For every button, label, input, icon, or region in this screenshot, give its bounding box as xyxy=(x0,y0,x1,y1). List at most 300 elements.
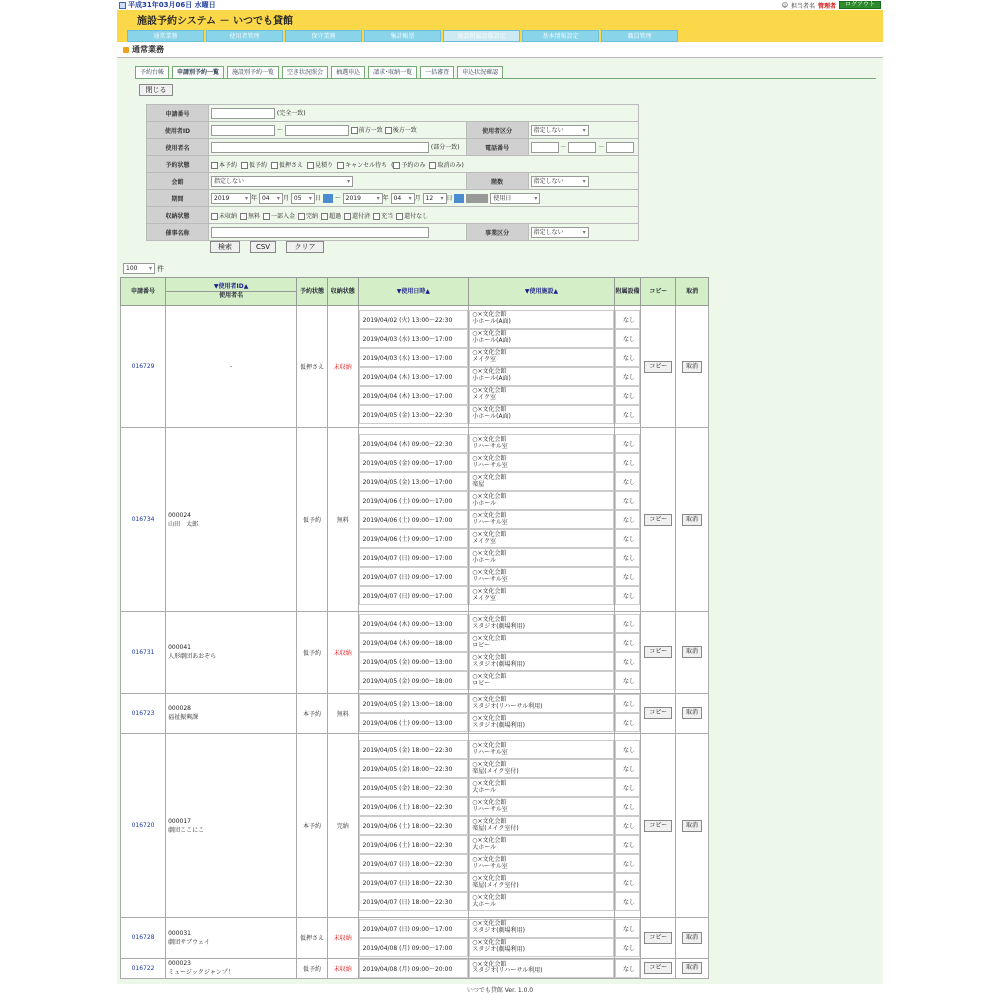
date-cell xyxy=(358,306,469,428)
date-item: 2019/04/08 (月) 09:00～17:00 xyxy=(359,938,469,957)
user-cell xyxy=(166,734,297,918)
csv-button[interactable]: CSV xyxy=(250,241,276,253)
facility-hall: ○×文化会館 xyxy=(472,349,507,357)
user-box xyxy=(782,1,881,10)
equipment-item: なし xyxy=(615,919,641,938)
per-page-unit: 件 xyxy=(157,264,164,273)
user-id: 000028 xyxy=(168,705,191,713)
copy-button[interactable]: コピー xyxy=(644,820,672,832)
facility-room: メイク室 xyxy=(472,356,496,364)
payment-option-label-7: 還付なし xyxy=(404,212,429,220)
equipment-item: なし xyxy=(615,548,641,567)
user-id-to-input[interactable] xyxy=(285,125,349,136)
date-item: 2019/04/04 (木) 09:00～13:00 xyxy=(359,614,469,633)
facility-item xyxy=(469,567,613,586)
facility-item xyxy=(469,759,613,778)
equipment-item: なし xyxy=(615,586,641,605)
receipt-link[interactable]: 016734 xyxy=(131,516,155,524)
table-row xyxy=(121,611,709,693)
date-item: 2019/04/07 (日) 09:00～17:00 xyxy=(359,548,469,567)
facility-room: 大ホール xyxy=(472,900,497,908)
cancel-button[interactable]: 取消 xyxy=(682,361,702,373)
nav-item-3[interactable]: 集計帳票 xyxy=(364,30,441,42)
payment-option-label-0: 未収納 xyxy=(219,212,238,220)
col-equipment: 附属設備 xyxy=(614,278,641,306)
facility-room: リハーサル室 xyxy=(472,862,508,870)
equipment-item: なし xyxy=(615,310,641,329)
facility-hall: ○×文化会館 xyxy=(472,798,507,806)
copy-cell xyxy=(641,917,676,958)
facility-item xyxy=(469,367,613,386)
payment-cell: 無料 xyxy=(327,693,358,734)
equipment-item: なし xyxy=(615,510,641,529)
cancel-button[interactable]: 取消 xyxy=(682,707,702,719)
facility-item xyxy=(469,329,613,348)
copy-button[interactable]: コピー xyxy=(644,932,672,944)
col-status: 予約状態 xyxy=(297,278,328,306)
facility-cell xyxy=(469,958,614,978)
date-item: 2019/04/05 (金) 13:00～17:00 xyxy=(359,472,469,491)
payment-checkbox-7[interactable] xyxy=(396,213,403,220)
equipment-item: なし xyxy=(615,633,641,652)
date-item: 2019/04/02 (火) 13:00～22:30 xyxy=(359,310,469,329)
user-name: 山田 太郎 xyxy=(168,520,199,528)
category-select[interactable]: 指定しない ▾ xyxy=(531,227,589,238)
facility-room: 小ホール(A面) xyxy=(472,337,511,345)
facility-item xyxy=(469,919,613,938)
date-cell xyxy=(358,611,469,693)
cancel-only-label: 取消のみ xyxy=(437,161,462,169)
copy-button[interactable]: コピー xyxy=(644,646,672,658)
calendar-picker-icon[interactable] xyxy=(323,194,333,203)
equipment-item: なし xyxy=(615,671,641,690)
footer: いつでも貸館 Ver. 1.0.0 xyxy=(466,987,534,994)
facility-item xyxy=(469,694,613,713)
payment-option-label-4: 超過 xyxy=(329,212,342,220)
status-cell: 仮押さえ xyxy=(297,306,328,428)
facility-cell xyxy=(469,428,614,612)
phone-2-input[interactable] xyxy=(568,142,596,153)
facility-room: 小ホール(A面) xyxy=(472,413,511,421)
nav-item-1[interactable]: 使用者管理 xyxy=(206,30,283,42)
equipment-item: なし xyxy=(615,652,641,671)
user-id: 000017 xyxy=(168,817,191,825)
facility-hall: ○×文化会館 xyxy=(472,549,507,557)
nav-item-4[interactable]: 施設附属設備設定 xyxy=(443,30,520,42)
equipment-item: なし xyxy=(615,713,641,732)
search-actions xyxy=(210,241,324,253)
equipment-item: なし xyxy=(615,614,641,633)
facility-hall: ○×文化会館 xyxy=(472,893,507,901)
receipt-link[interactable]: 016731 xyxy=(131,648,155,656)
equipment-item: なし xyxy=(615,873,641,892)
per-page-select[interactable]: 100 ▾ xyxy=(123,263,155,274)
equipment-item: なし xyxy=(615,835,641,854)
status-option-label-2: 仮押さえ xyxy=(279,161,304,169)
section-marker-icon xyxy=(123,47,129,53)
status-cell: 仮予約 xyxy=(297,428,328,612)
facility-hall: ○×文化会館 xyxy=(472,741,507,749)
logout-button[interactable]: ログアウト xyxy=(839,1,881,9)
date-shortcut-icon[interactable] xyxy=(466,194,488,203)
receipt-cell xyxy=(121,428,166,612)
facility-item xyxy=(469,816,613,835)
hall-label: 会館 xyxy=(147,173,209,190)
facility-room: 楽屋(メイク室付) xyxy=(472,881,519,889)
status-checkbox-3[interactable] xyxy=(307,162,314,169)
copy-button[interactable]: コピー xyxy=(644,707,672,719)
facility-item xyxy=(469,778,613,797)
date-item: 2019/04/05 (金) 13:00～22:30 xyxy=(359,405,469,424)
date-item: 2019/04/06 (土) 18:00～22:30 xyxy=(359,835,469,854)
cancel-cell xyxy=(676,958,709,978)
facility-cell xyxy=(469,917,614,958)
close-button[interactable]: 閉じる xyxy=(139,84,173,96)
equipment-item: なし xyxy=(615,491,641,510)
date-item: 2019/04/03 (水) 13:00～17:00 xyxy=(359,348,469,367)
cancel-only-checkbox[interactable] xyxy=(429,162,436,169)
from-month-select[interactable]: 04 ▾ xyxy=(259,193,283,204)
payment-checkbox-1[interactable] xyxy=(240,213,247,220)
partial-hint: (部分一致) xyxy=(430,143,460,151)
date-item: 2019/04/06 (土) 09:00～17:00 xyxy=(359,529,469,548)
facility-room: リハーサル室 xyxy=(472,461,508,469)
table-row xyxy=(121,693,709,734)
date-item: 2019/04/06 (土) 09:00～17:00 xyxy=(359,491,469,510)
receipt-no-label: 申請番号 xyxy=(147,105,209,122)
status-checkbox-4[interactable] xyxy=(337,162,344,169)
unit-day: 日 xyxy=(314,194,321,202)
receipt-cell xyxy=(121,611,166,693)
tab-5[interactable]: 請求･収納一覧 xyxy=(368,66,417,78)
payment-label: 収納状態 xyxy=(147,207,209,224)
phone-3-input[interactable] xyxy=(606,142,634,153)
facility-room: 楽屋(メイク室付) xyxy=(472,824,519,832)
user-id: 000041 xyxy=(168,644,191,652)
facility-room: スタジオ(リハーサル利用) xyxy=(472,967,543,975)
facility-item xyxy=(469,586,613,605)
tab-0[interactable]: 予約台帳 xyxy=(135,66,169,78)
equipment-item: なし xyxy=(615,797,641,816)
facility-room: リハーサル室 xyxy=(472,748,508,756)
date-item: 2019/04/06 (土) 09:00～13:00 xyxy=(359,713,469,732)
top-bar xyxy=(117,0,883,10)
date-basis-select[interactable]: 使用日 ▾ xyxy=(490,193,540,204)
cancel-button[interactable]: 取消 xyxy=(682,820,702,832)
event-input[interactable] xyxy=(211,227,429,238)
receipt-link[interactable]: 016722 xyxy=(131,964,155,972)
date-item: 2019/04/08 (月) 09:00～20:00 xyxy=(359,959,469,978)
to-day-select[interactable]: 12 ▾ xyxy=(423,193,447,204)
facility-item xyxy=(469,614,613,633)
unit-day-2: 日 xyxy=(446,194,453,202)
date-item: 2019/04/05 (金) 09:00～17:00 xyxy=(359,453,469,472)
receipt-link[interactable]: 016728 xyxy=(131,934,155,942)
date-item: 2019/04/07 (日) 18:00～22:30 xyxy=(359,873,469,892)
facility-room: 小ホール(A面) xyxy=(472,318,511,326)
status-checkbox-1[interactable] xyxy=(241,162,248,169)
search-button[interactable]: 検索 xyxy=(210,241,240,253)
facility-room: メイク室 xyxy=(472,594,496,602)
user-name: 人形劇団あおぞら xyxy=(168,653,217,661)
table-row xyxy=(121,734,709,918)
equipment-item: なし xyxy=(615,434,641,453)
user-cell xyxy=(166,917,297,958)
facility-hall: ○×文化会館 xyxy=(472,779,507,787)
copy-cell xyxy=(641,734,676,918)
hall-select[interactable]: 指定しない ▾ xyxy=(211,176,353,187)
user-name-input[interactable] xyxy=(211,142,429,153)
user-cell xyxy=(166,611,297,693)
user-id: 000024 xyxy=(168,511,191,519)
tab-3[interactable]: 空き状況照会 xyxy=(282,66,328,78)
table-row xyxy=(121,306,709,428)
user-id-label: 使用者ID xyxy=(147,122,209,139)
facility-item xyxy=(469,510,613,529)
payment-cell: 完納 xyxy=(327,734,358,918)
receipt-link[interactable]: 016723 xyxy=(131,709,155,717)
equipment-cell xyxy=(614,693,641,734)
equipment-item: なし xyxy=(615,694,641,713)
cancel-cell xyxy=(676,428,709,612)
facility-hall: ○×文化会館 xyxy=(472,653,507,661)
event-label: 催事名称 xyxy=(147,224,209,241)
phone-sep-1: － xyxy=(560,143,567,151)
user-label: 担当者名 xyxy=(790,2,815,10)
cancel-button[interactable]: 取消 xyxy=(682,514,702,526)
facility-hall: ○×文化会館 xyxy=(472,473,507,481)
facility-room: 小ホール xyxy=(472,556,497,564)
facility-hall: ○×文化会館 xyxy=(472,387,507,395)
paren-open: ( xyxy=(391,161,394,169)
facility-hall: ○×文化会館 xyxy=(472,817,507,825)
unit-year-2: 年 xyxy=(382,194,389,202)
facility-room: スタジオ(劇場利用) xyxy=(472,622,525,630)
phone-1-input[interactable] xyxy=(531,142,559,153)
facility-cell xyxy=(469,693,614,734)
facility-item xyxy=(469,348,613,367)
tab-6[interactable]: 一括審査 xyxy=(420,66,454,78)
facility-item xyxy=(469,472,613,491)
status-option-label-3: 見積り xyxy=(315,161,334,169)
from-year-select[interactable]: 2019 ▾ xyxy=(211,193,251,204)
nav-item-5[interactable]: 基本情報設定 xyxy=(522,30,599,42)
table-row xyxy=(121,917,709,958)
copy-cell xyxy=(641,611,676,693)
copy-button[interactable]: コピー xyxy=(644,962,672,974)
user-name-label: 使用者名 xyxy=(147,139,209,156)
to-year-select[interactable]: 2019 ▾ xyxy=(343,193,383,204)
payment-checkbox-3[interactable] xyxy=(298,213,305,220)
facility-cell xyxy=(469,611,614,693)
suffix-match-label: 後方一致 xyxy=(392,126,417,134)
user-type-select[interactable]: 指定しない ▾ xyxy=(531,125,589,136)
user-type-label: 使用者区分 xyxy=(466,122,528,139)
results-body xyxy=(121,306,709,979)
copy-button[interactable]: コピー xyxy=(644,514,672,526)
copy-cell xyxy=(641,693,676,734)
facility-hall: ○×文化会館 xyxy=(472,435,507,443)
status-checkbox-0[interactable] xyxy=(211,162,218,169)
equipment-item: なし xyxy=(615,567,641,586)
receipt-cell xyxy=(121,693,166,734)
date-item: 2019/04/05 (金) 13:00～18:00 xyxy=(359,694,469,713)
floor-select[interactable]: 指定しない ▾ xyxy=(531,176,589,187)
facility-hall: ○×文化会館 xyxy=(472,634,507,642)
status-checkbox-2[interactable] xyxy=(271,162,278,169)
payment-checkbox-0[interactable] xyxy=(211,213,218,220)
date-item: 2019/04/06 (土) 09:00～17:00 xyxy=(359,510,469,529)
date-item: 2019/04/07 (日) 09:00～17:00 xyxy=(359,567,469,586)
prefix-match-label: 前方一致 xyxy=(358,126,383,134)
tab-divider xyxy=(135,78,876,79)
tab-1[interactable]: 申請別予約一覧 xyxy=(172,66,224,78)
suffix-match-checkbox[interactable] xyxy=(385,127,392,134)
clear-button[interactable]: クリア xyxy=(286,241,324,253)
date-item: 2019/04/05 (金) 09:00～18:00 xyxy=(359,671,469,690)
facility-room: ロビー xyxy=(472,679,490,687)
copy-button[interactable]: コピー xyxy=(644,361,672,373)
table-row xyxy=(121,428,709,612)
date-item: 2019/04/03 (水) 13:00～17:00 xyxy=(359,329,469,348)
nav-item-2[interactable]: 保守業務 xyxy=(285,30,362,42)
equipment-cell xyxy=(614,734,641,918)
period-label: 期間 xyxy=(147,190,209,207)
status-options xyxy=(209,156,639,173)
payment-cell: 未収納 xyxy=(327,917,358,958)
date-item: 2019/04/07 (日) 09:00～17:00 xyxy=(359,586,469,605)
facility-hall: ○×文化会館 xyxy=(472,454,507,462)
cancel-button[interactable]: 取消 xyxy=(682,962,702,974)
equipment-item: なし xyxy=(615,740,641,759)
sort-facility-label: ▼使用施設▲ xyxy=(524,287,559,295)
facility-hall: ○×文化会館 xyxy=(472,406,507,414)
facility-item xyxy=(469,405,613,424)
equipment-item: なし xyxy=(615,529,641,548)
facility-item xyxy=(469,491,613,510)
cancel-cell xyxy=(676,693,709,734)
receipt-cell xyxy=(121,958,166,978)
sort-user-id[interactable]: ▼使用者ID▲ xyxy=(213,283,249,291)
cancel-cell xyxy=(676,611,709,693)
facility-room: リハーサル室 xyxy=(472,805,508,813)
status-option-label-1: 仮予約 xyxy=(249,161,268,169)
payment-options xyxy=(209,207,639,224)
facility-item xyxy=(469,892,613,911)
equipment-item: なし xyxy=(615,816,641,835)
section-title: 通常業務 xyxy=(132,45,164,54)
receipt-cell xyxy=(121,917,166,958)
cancel-button[interactable]: 取消 xyxy=(682,932,702,944)
equipment-cell xyxy=(614,428,641,612)
tab-2[interactable]: 施設別予約一覧 xyxy=(227,66,279,78)
facility-room: 小ホール xyxy=(472,499,497,507)
facility-hall: ○×文化会館 xyxy=(472,960,507,968)
date-item: 2019/04/04 (木) 13:00～17:00 xyxy=(359,367,469,386)
sort-date[interactable] xyxy=(358,278,469,306)
facility-item xyxy=(469,740,613,759)
date-item: 2019/04/05 (金) 18:00～22:30 xyxy=(359,740,469,759)
payment-checkbox-5[interactable] xyxy=(344,213,351,220)
facility-hall: ○×文化会館 xyxy=(472,715,507,723)
payment-option-label-1: 無料 xyxy=(248,212,261,220)
to-month-select[interactable]: 04 ▾ xyxy=(391,193,415,204)
status-cell: 本予約 xyxy=(297,734,328,918)
nav-item-6[interactable]: 職員管理 xyxy=(601,30,678,42)
tab-7[interactable]: 申込状況確認 xyxy=(457,66,503,78)
unit-year: 年 xyxy=(251,194,258,202)
payment-option-label-3: 完納 xyxy=(306,212,319,220)
facility-hall: ○×文化会館 xyxy=(472,874,507,882)
user-id: 000023 xyxy=(168,960,191,968)
col-user xyxy=(166,278,297,306)
user-name: 福祉振興課 xyxy=(168,714,199,722)
date-item: 2019/04/06 (土) 18:00～22:30 xyxy=(359,797,469,816)
payment-option-label-6: 充当 xyxy=(381,212,394,220)
facility-hall: ○×文化会館 xyxy=(472,311,507,319)
from-day-select[interactable]: 05 ▾ xyxy=(291,193,315,204)
payment-option-label-5: 還付済 xyxy=(352,212,371,220)
paren-close: ) xyxy=(461,161,464,169)
user-name: 劇団ここにこ xyxy=(168,826,205,834)
receipt-no-input[interactable] xyxy=(211,108,275,119)
equipment-item: なし xyxy=(615,405,641,424)
facility-room: リハーサル室 xyxy=(472,575,508,583)
main-nav xyxy=(127,30,678,42)
facility-item xyxy=(469,453,613,472)
user-name: - xyxy=(230,363,233,371)
sort-facility[interactable] xyxy=(469,278,614,306)
equipment-cell xyxy=(614,611,641,693)
equipment-item: なし xyxy=(615,472,641,491)
payment-checkbox-2[interactable] xyxy=(263,213,270,220)
tab-bar xyxy=(135,66,503,78)
prefix-match-checkbox[interactable] xyxy=(351,127,358,134)
user-id-from-input[interactable] xyxy=(211,125,275,136)
payment-checkbox-4[interactable] xyxy=(321,213,328,220)
floor-label: 階数 xyxy=(466,173,528,190)
col-copy: コピー xyxy=(641,278,676,306)
cancel-cell xyxy=(676,734,709,918)
cancel-cell xyxy=(676,917,709,958)
date-item: 2019/04/06 (土) 18:00～22:30 xyxy=(359,816,469,835)
calendar-picker-icon-2[interactable] xyxy=(454,194,464,203)
receipt-link[interactable]: 016720 xyxy=(131,822,155,830)
status-option-label-0: 本予約 xyxy=(219,161,238,169)
payment-cell: 無料 xyxy=(327,428,358,612)
tab-4[interactable]: 抽選申込 xyxy=(331,66,365,78)
facility-room: スタジオ(劇場利用) xyxy=(472,660,525,668)
sort-date-label: ▼使用日時▲ xyxy=(396,287,431,295)
date-cell xyxy=(358,693,469,734)
user-name: 劇団サブウェイ xyxy=(168,938,210,946)
facility-item xyxy=(469,835,613,854)
facility-room: リハーサル室 xyxy=(472,518,508,526)
equipment-item: なし xyxy=(615,959,641,978)
col-cancel: 取消 xyxy=(676,278,709,306)
payment-checkbox-6[interactable] xyxy=(373,213,380,220)
cancel-button[interactable]: 取消 xyxy=(682,646,702,658)
facility-room: スタジオ(劇場利用) xyxy=(472,946,525,954)
nav-item-0[interactable]: 通常業務 xyxy=(127,30,204,42)
receipt-link[interactable]: 016729 xyxy=(131,363,155,371)
equipment-cell xyxy=(614,958,641,978)
equipment-cell xyxy=(614,306,641,428)
facility-item xyxy=(469,386,613,405)
reserve-only-checkbox[interactable] xyxy=(393,162,400,169)
title-bar xyxy=(117,10,883,42)
phone-label: 電話番号 xyxy=(466,139,528,156)
